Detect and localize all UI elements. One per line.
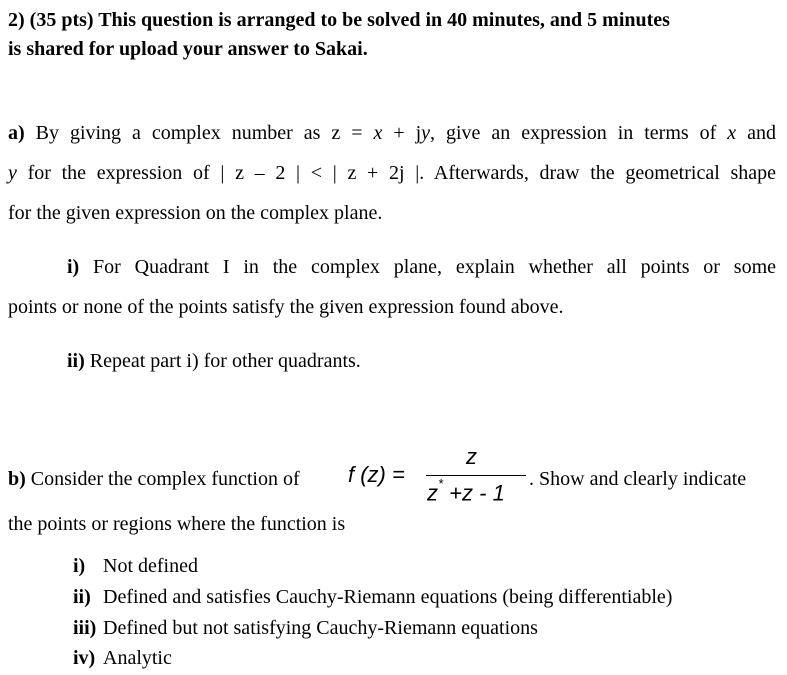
question-header-line2: is shared for upload your answer to Sakai. bbox=[8, 38, 368, 60]
question-header-text: This question is arranged to be solved in 40 minutes, and 5 minutes bbox=[98, 9, 670, 31]
part-a-sub-i-line1: i) For Quadrant I in the complex plane, explain whether all points or some bbox=[67, 256, 776, 278]
part-b-item-4: iv) Analytic bbox=[73, 647, 172, 669]
part-a-sub-ii: ii) Repeat part i) for other quadrants. bbox=[67, 350, 361, 372]
question-points: (35 pts) bbox=[29, 9, 94, 31]
part-a-sub-i-line2: points or none of the points satisfy the given expression found above. bbox=[8, 296, 564, 318]
fraction-denominator: z* +z - 1 bbox=[427, 476, 505, 506]
part-a-sub-i-label: i) bbox=[67, 256, 80, 278]
fraction-numerator: z bbox=[466, 444, 477, 469]
part-b-line1-left: b) Consider the complex function of bbox=[8, 468, 300, 490]
part-a-line3: for the given expression on the complex plane. bbox=[8, 202, 383, 224]
part-a-line1: a) By giving a complex number as z = x + jy, give an expression in terms of x and bbox=[8, 122, 776, 144]
function-lhs: f (z) = bbox=[348, 462, 405, 487]
part-b-line1-right: . Show and clearly indicate bbox=[529, 468, 747, 490]
part-a-line2: y for the expression of | z – 2 | < | z + 2j |. Afterwards, draw the geometrical shape bbox=[8, 162, 776, 184]
part-b-item-2: ii) Defined and satisfies Cauchy-Riemann equations (being differentiable) bbox=[73, 586, 673, 608]
question-number: 2) bbox=[8, 9, 25, 31]
part-b-label: b) bbox=[8, 468, 26, 490]
part-a-label: a) bbox=[8, 122, 25, 144]
part-a-sub-ii-label: ii) bbox=[67, 350, 85, 372]
question-header-line1 bbox=[8, 8, 670, 32]
part-b-line2: the points or regions where the function is bbox=[8, 513, 346, 535]
part-b-item-3: iii) Defined but not satisfying Cauchy-Riemann equations bbox=[73, 617, 538, 639]
part-b-item-1: i) Not defined bbox=[73, 555, 198, 577]
